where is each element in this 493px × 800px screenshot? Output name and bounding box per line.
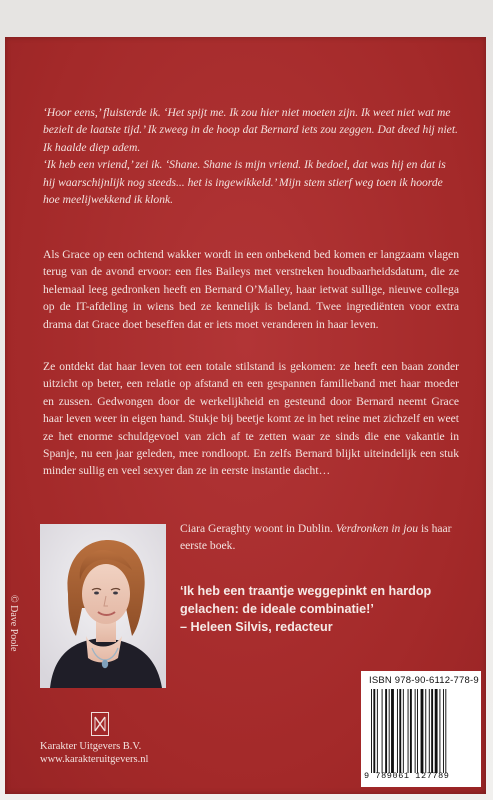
barcode-bar — [373, 689, 375, 773]
author-bio-book-title: Verdronken in jou — [335, 522, 419, 535]
barcode-bar — [391, 689, 394, 773]
publisher-name: Karakter Uitgevers B.V. — [40, 741, 142, 752]
synopsis-paragraph-2: Ze ontdekt dat haar leven tot een totale stilstand is gekomen: ze heeft een baan zonder uitzicht op beter, een relatie op afstand en een gespannen familieband met haar moeder en zussen. Gedwongen door de werkelijkheid en gesteund door Bernard neemt Grace haar leven weer in eigen hand. Stukje bij beetje komt ze in het reine met zichzelf en weet ze het enorme schuldgevoel van zich af te zetten waar ze sinds die ene vakantie in Spanje, nu een jaar geleden, mee rondloopt. En zelfs Bernard blijkt uiteindelijk een stuk minder sullig en veel sexyer dan ze in eerste instantie dacht… — [43, 360, 459, 478]
barcode-bar — [421, 689, 424, 773]
barcode-bar — [429, 689, 430, 773]
barcode-bar — [425, 689, 426, 773]
synopsis-paragraph-1: Als Grace op een ochtend wakker wordt in een onbekend bed komen er langzaam vlagen terug van de avond ervoor: een fles Baileys met verstreken houdbaarheidsdatum, die ze helemaal leeg gedronken heeft en Bernard O’Malley, haar ietwat sullige, nieuwe collega op de IT-afdeling in wiens bed ze kennelijk is beland. Twee ingrediënten voor extra drama dat Grace doet beseffen dat er iets moet veranderen in haar leven. — [43, 248, 459, 331]
barcode-bar — [377, 689, 378, 773]
barcode-bar — [403, 689, 404, 773]
barcode-bar — [439, 689, 440, 773]
review-blurb — [180, 582, 460, 636]
barcode-bar — [417, 689, 418, 773]
barcode-bar — [385, 689, 387, 773]
author-bio — [180, 520, 460, 555]
excerpt-paragraph-1: ‘Hoor eens,’ fluisterde ik. ‘Het spijt me. Ik zou hier niet moeten zijn. Ik weet niet wat me bezielt de laatste tijd.’ Ik zweeg in de hoop dat Bernard iets zou zeggen. Dat deed hij niet. Ik haalde diep adem. — [43, 106, 458, 154]
barcode-digits: 9 789061 127789 — [364, 771, 450, 781]
review-quote: ‘Ik heb een traantje weggepinkt en hardop gelachen: de ideale combinatie!’ — [180, 584, 432, 616]
barcode-bar — [443, 689, 444, 773]
barcode-bar — [382, 689, 383, 773]
author-bio-text-end: is haar eerste boek. — [180, 522, 452, 553]
barcode-bar — [415, 689, 416, 773]
barcode-bar — [389, 689, 390, 773]
isbn-label: ISBN 978-90-6112-778-9 — [369, 675, 479, 686]
barcode-bar — [435, 689, 438, 773]
photo-credit: © Dave Poole — [8, 595, 19, 652]
barcode-bar — [431, 689, 433, 773]
author-bio-text-start: Ciara Geraghty woont in Dublin. — [180, 522, 336, 535]
barcode-bar — [397, 689, 398, 773]
barcode-graphic — [369, 689, 473, 773]
barcode-bar — [408, 689, 409, 773]
barcode-bar — [371, 689, 372, 773]
publisher-logo-icon — [91, 712, 109, 736]
publisher-url: www.karakteruitgevers.nl — [40, 754, 149, 765]
barcode-bar — [445, 689, 446, 773]
author-portrait-illustration — [40, 524, 166, 688]
review-attribution: – Heleen Silvis, redacteur — [180, 620, 333, 634]
excerpt-quote — [43, 104, 459, 208]
barcode-bar — [399, 689, 401, 773]
publisher-info — [40, 740, 180, 766]
barcode-bar — [410, 689, 412, 773]
publisher-logo-mark-icon — [92, 713, 108, 735]
excerpt-paragraph-2: ‘Ik heb een vriend,’ zei ik. ‘Shane. Shane is mijn vriend. Ik bedoel, dat was hij en dat is hij waarschijnlijk nog steeds... het is ingewikkeld.’ Mijn stem stierf weg toen ik hoorde hoe meelijwekkend ik klonk. — [43, 158, 446, 207]
barcode-panel — [361, 671, 481, 787]
author-photo — [40, 524, 166, 688]
